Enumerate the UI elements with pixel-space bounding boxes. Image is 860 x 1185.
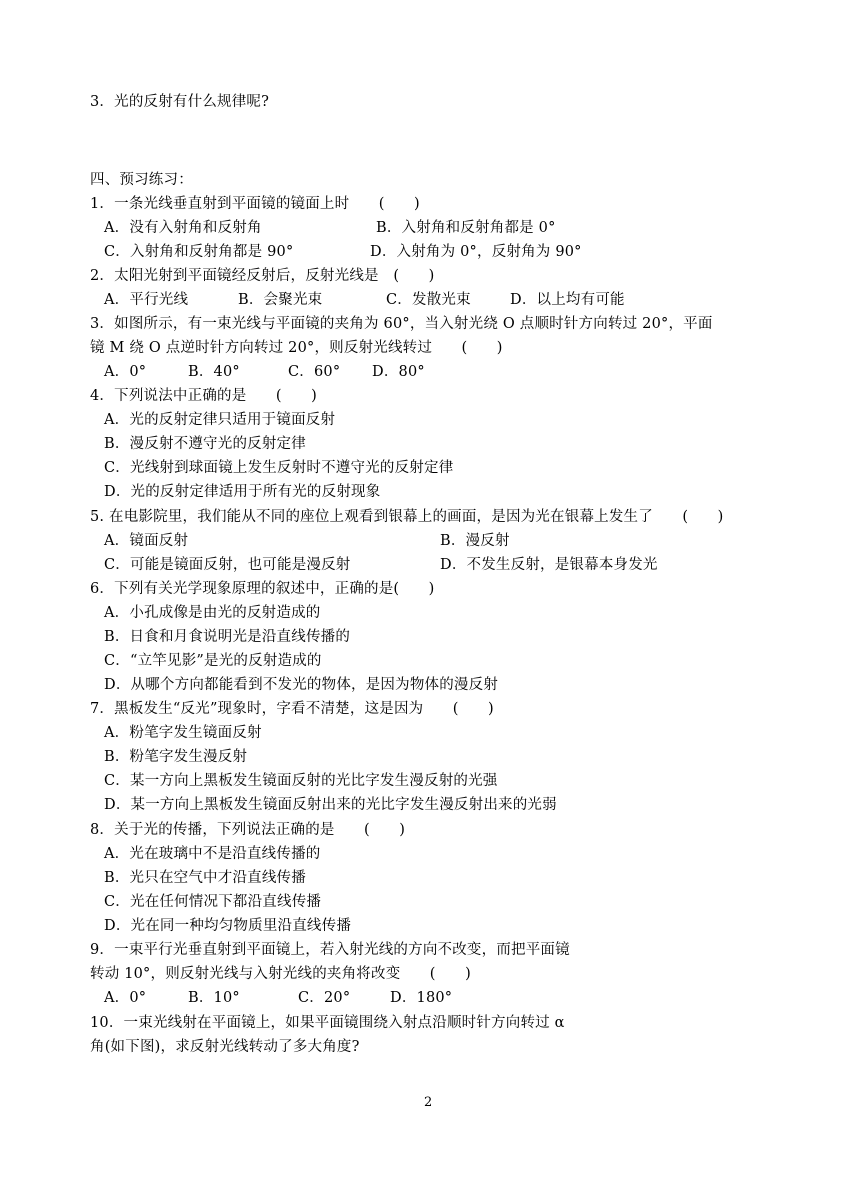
question-7-option-c: C．某一方向上黑板发生镜面反射的光比字发生漫反射的光强	[104, 773, 498, 789]
question-1-option-b: B．入射角和反射角都是 0°	[376, 220, 556, 236]
question-9-stem-line-2: 转动 10°，则反射光线与入射光线的夹角将改变 ( )	[90, 966, 471, 982]
question-4-option-a: A．光的反射定律只适用于镜面反射	[104, 412, 336, 428]
question-6-option-c: C．“立竿见影”是光的反射造成的	[104, 653, 322, 669]
question-1-option-a: A．没有入射角和反射角	[104, 220, 262, 236]
question-8-option-d: D．光在同一种均匀物质里沿直线传播	[104, 918, 352, 934]
question-3-option-c: C．60°	[288, 364, 341, 380]
question-9-option-b: B．10°	[188, 990, 240, 1006]
question-5-option-c: C．可能是镜面反射，也可能是漫反射	[104, 557, 351, 573]
question-6-option-a: A．小孔成像是由光的反射造成的	[104, 605, 321, 621]
question-9-stem-line-1: 9．一束平行光垂直射到平面镜上，若入射光线的方向不改变，而把平面镜	[90, 942, 570, 958]
question-9-option-c: C．20°	[298, 990, 351, 1006]
question-5-option-a: A．镜面反射	[104, 533, 189, 549]
question-1-option-d: D．入射角为 0°，反射角为 90°	[370, 244, 582, 260]
question-7-option-a: A．粉笔字发生镜面反射	[104, 725, 262, 741]
question-2-option-c: C．发散光束	[386, 292, 471, 308]
question-10-stem-line-2: 角(如下图)，求反射光线转动了多大角度?	[90, 1039, 360, 1055]
question-7-option-d: D．某一方向上黑板发生镜面反射出来的光比字发生漫反射出来的光弱	[104, 797, 557, 813]
question-3-option-b: B．40°	[188, 364, 240, 380]
question-6-option-b: B．日食和月食说明光是沿直线传播的	[104, 629, 351, 645]
question-5-option-d: D．不发生反射，是银幕本身发光	[440, 557, 658, 573]
question-4-option-c: C．光线射到球面镜上发生反射时不遵守光的反射定律	[104, 460, 454, 476]
question-3-option-a: A．0°	[104, 364, 147, 380]
question-3-stem-line-1: 3．如图所示，有一束光线与平面镜的夹角为 60°，当入射光绕 O 点顺时针方向转过 20°，平面	[90, 316, 713, 332]
question-1-option-c: C．入射角和反射角都是 90°	[104, 244, 294, 260]
question-4-stem: 4．下列说法中正确的是 ( )	[90, 388, 317, 404]
question-8-stem: 8．关于光的传播，下列说法正确的是 ( )	[90, 822, 406, 838]
question-8-option-a: A．光在玻璃中不是沿直线传播的	[104, 846, 321, 862]
question-8-option-b: B．光只在空气中才沿直线传播	[104, 870, 306, 886]
question-3-option-d: D．80°	[372, 364, 425, 380]
question-7-option-b: B．粉笔字发生漫反射	[104, 749, 248, 765]
question-4-option-b: B．漫反射不遵守光的反射定律	[104, 436, 306, 452]
question-8-option-c: C．光在任何情况下都沿直线传播	[104, 894, 322, 910]
question-3-stem-line-2: 镜 M 绕 O 点逆时针方向转过 20°，则反射光线转过 ( )	[90, 340, 503, 356]
question-9-option-a: A．0°	[104, 990, 147, 1006]
question-1-stem: 1．一条光线垂直射到平面镜的镜面上时 ( )	[90, 196, 420, 212]
page-number: 2	[424, 1095, 433, 1110]
question-2-option-b: B．会聚光束	[238, 292, 323, 308]
question-2-option-d: D．以上均有可能	[510, 292, 625, 308]
question-6-stem: 6．下列有关光学现象原理的叙述中，正确的是( )	[90, 581, 435, 597]
question-7-stem: 7．黑板发生“反光”现象时，字看不清楚，这是因为 ( )	[90, 701, 494, 717]
section-title: 四、预习练习：	[90, 172, 193, 188]
question-5-stem: 5. 在电影院里，我们能从不同的座位上观看到银幕上的画面，是因为光在银幕上发生了 ( )	[90, 509, 724, 525]
question-4-option-d: D．光的反射定律适用于所有光的反射现象	[104, 484, 381, 500]
question-10-stem-line-1: 10．一束光线射在平面镜上，如果平面镜围绕入射点沿顺时针方向转过 α	[90, 1015, 565, 1031]
intro-question-3: 3．光的反射有什么规律呢?	[90, 94, 270, 110]
question-6-option-d: D．从哪个方向都能看到不发光的物体，是因为物体的漫反射	[104, 677, 499, 693]
question-5-option-b: B．漫反射	[440, 533, 510, 549]
question-9-option-d: D．180°	[390, 990, 453, 1006]
question-2-stem: 2．太阳光射到平面镜经反射后，反射光线是 ( )	[90, 268, 435, 284]
question-2-option-a: A．平行光线	[104, 292, 189, 308]
